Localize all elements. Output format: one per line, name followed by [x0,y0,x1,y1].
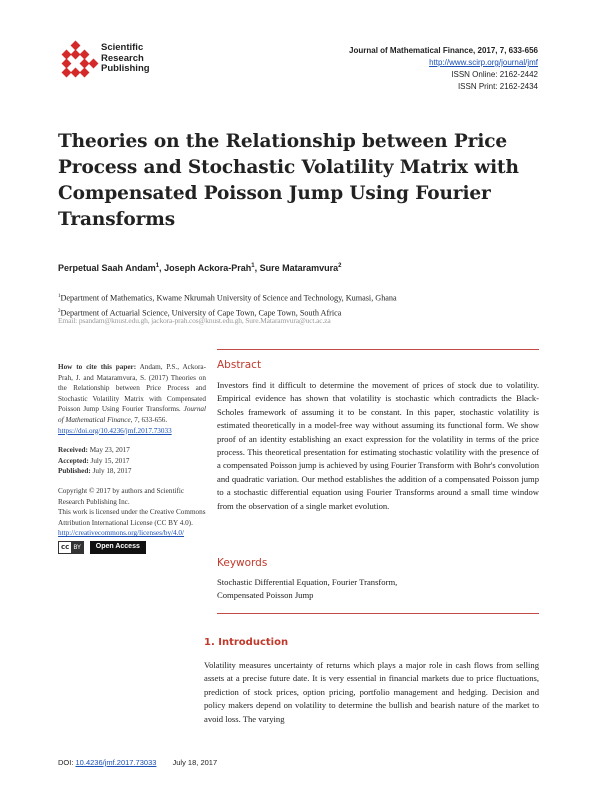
doi-link[interactable]: 10.4236/jmf.2017.73033 [75,758,157,767]
doi-label: DOI: [58,758,76,767]
author-emails: Email: psandam@knust.edu.gh, jackora-prah.cos@knust.edu.gh, Sure.Mataramvura@uct.ac.za [58,316,331,325]
affiliation-mark: 2 [58,308,61,314]
keywords-line: Compensated Poisson Jump [217,590,314,601]
keywords-list [217,576,539,603]
affiliation-2: Department of Actuarial Science, University of Cape Town, Cape Town, South Africa [60,308,342,318]
issn-online: ISSN Online: 2162-2442 [451,70,538,79]
accepted-date [58,456,206,467]
open-access-badge: Open Access [90,541,146,554]
cc-by-text: BY [73,543,81,551]
introduction-text: Volatility measures uncertainty of returns which plays a major role in cash flows from selling assets at a precise future date. It is very essential in financial markets due to price fluctuations, prediction of stock prices, option pricing, portfolio management and hedging. Decision and policy makers depend on volatility to determine the bullish and bearish nature of the market to avoid loss. The varying [204,660,539,724]
issn-print: ISSN Print: 2162-2434 [457,82,538,91]
publisher-name-line2: Research [101,52,144,64]
author-affiliation-mark: 1 [155,263,160,269]
abstract-top-rule [217,349,539,350]
citation-volume-pages: , 7, 633-656. [130,415,168,424]
author-name: Joseph Ackora-Prah [164,263,252,273]
accepted-label: Accepted: [58,456,89,465]
citation-sidebar [58,362,206,554]
how-to-cite [58,362,206,436]
affiliation-1: Department of Mathematics, Kwame Nkrumah University of Science and Technology, Kumasi, Ghana [60,293,397,303]
keywords-heading: Keywords [217,557,268,569]
author-name: Perpetual Saah Andam [58,263,156,273]
published-value: July 18, 2017 [90,467,132,476]
received-value: May 23, 2017 [87,446,130,455]
journal-citation: Journal of Mathematical Finance, 2017, 7, 633-656 [349,46,538,55]
published-label: Published: [58,467,91,476]
keywords-bottom-rule [217,613,539,614]
license-badges [58,541,146,554]
cc-by-icon[interactable] [58,541,84,554]
author-name: Sure Mataramvura [259,263,339,273]
introduction-heading: 1. Introduction [204,637,289,648]
citation-doi-link[interactable]: https://doi.org/10.4236/jmf.2017.73033 [58,426,172,435]
published-date [58,466,206,477]
publisher-name-line3: Publishing [101,63,150,74]
copyright-notice: Copyright © 2017 by authors and Scientific Research Publishing Inc. [58,486,185,506]
affiliation-mark: 1 [58,294,61,299]
cc-logo-text: cc [61,543,70,552]
citation-journal: Journal of Mathematical Finance [58,405,206,424]
license-link[interactable]: http://creativecommons.org/licenses/by/4.0/ [58,529,185,538]
abstract-heading: Abstract [217,359,262,371]
citation-text: Andam, P.S., Ackora-Prah, J. and Mataramvura, S. (2017) Theories on the Relationship between Price Process and Stochastic Volatility Matrix with Compensated Poisson Jump Using Fourier Transforms. [58,363,206,414]
received-label: Received: [58,446,88,455]
how-to-cite-label: How to cite this paper: [58,363,137,371]
author-affiliation-mark: 2 [338,263,342,269]
journal-header [349,45,538,93]
publisher-name-line1: Scientific [101,42,144,53]
keywords-line: Stochastic Differential Equation, Fourier Transform, [217,577,398,587]
publication-date: July 18, 2017 [172,758,218,767]
abstract-text: Investors find it difficult to determine the movement of prices of stock due to volatility. Empirical evidence has shown that volatility is stochastic which contradicts the Black-Scholes framework of assuming it to be constant. In this paper, stochastic volatility is estimated theoretically in a model-free way without assuming its functional form. We show proof of an identity establishing an exact expression for the volatility in terms of the price process. This theoretical presentation for estimating stochastic volatility with the presence of a compensated Poisson jump is achieved by using Fourier Transform with Bohr's convolution and quadratic variation. Our method establishes the addition of a compensated Poisson jump to a stochastic differential equation using Fourier Transforms around a small time window from the observation of a single market evolution. [217,380,539,511]
paper-title: Theories on the Relationship between Price Process and Stochastic Volatility Matrix with Compensated Poisson Jump Using Fourier Transforms [58,131,519,230]
author-affiliation-mark: 1 [251,263,255,269]
received-date [58,445,206,456]
journal-url-link[interactable]: http://www.scirp.org/journal/jmf [429,58,538,67]
author-list: Perpetual Saah Andam$^1$, Joseph Ackora-Prah$^1$, Sure Mataramvura$^2$ [58,263,342,273]
accepted-value: July 15, 2017 [88,456,130,465]
publisher-name [101,43,150,75]
footer [58,758,217,767]
license-notice: This work is licensed under the Creative Commons Attribution International License (CC BY 4.0). [58,508,206,527]
